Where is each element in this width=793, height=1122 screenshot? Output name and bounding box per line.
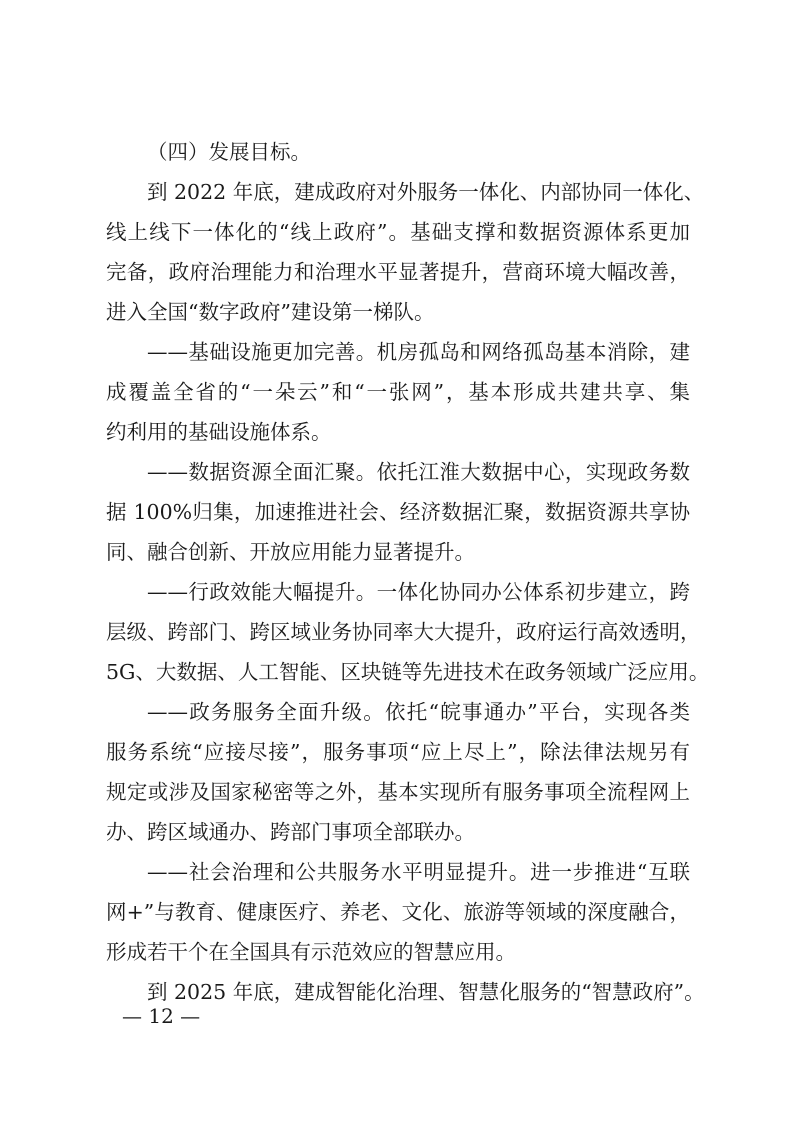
page-number: — 12 — xyxy=(122,1004,201,1028)
paragraph-social-governance xyxy=(106,852,690,972)
document-body xyxy=(106,132,710,1012)
section-heading: （四）发展目标。 xyxy=(147,140,311,164)
paragraph-line: ——数据资源全面汇聚。依托江淮大数据中心，实现政务数 xyxy=(147,460,690,484)
paragraph-line: 层级、跨部门、跨区域业务协同率大大提升，政府运行高效透明， xyxy=(106,620,701,644)
paragraph-line: 网+”与教育、健康医疗、养老、文化、旅游等领域的深度融合， xyxy=(106,900,690,924)
paragraph-data-resources xyxy=(106,452,690,572)
paragraph-government-services xyxy=(106,692,690,852)
paragraph-line: 规定或涉及国家秘密等之外，基本实现所有服务事项全流程网上 xyxy=(106,780,690,804)
paragraph-goal-2022 xyxy=(106,172,705,332)
paragraph-line: ——社会治理和公共服务水平明显提升。进一步推进“互联 xyxy=(147,860,690,884)
paragraph-line: 到 2022 年底，建成政府对外服务一体化、内部协同一体化、 xyxy=(147,180,705,204)
paragraph-line: 据 100%归集，加速推进社会、经济数据汇聚，数据资源共享协 xyxy=(106,500,690,524)
paragraph-line: 办、跨区域通办、跨部门事项全部联办。 xyxy=(106,820,475,844)
paragraph-line: 形成若干个在全国具有示范效应的智慧应用。 xyxy=(106,940,516,964)
paragraph-line: ——基础设施更加完善。机房孤岛和网络孤岛基本消除，建 xyxy=(147,340,690,364)
paragraph-administrative-efficiency xyxy=(106,572,710,692)
paragraph-line: 5G、大数据、人工智能、区块链等先进技术在政务领域广泛应用。 xyxy=(106,660,710,684)
paragraph-line: 到 2025 年底，建成智能化治理、智慧化服务的“智慧政府”。 xyxy=(147,980,705,1004)
paragraph-line: 约利用的基础设施体系。 xyxy=(106,420,332,444)
paragraph-infrastructure xyxy=(106,332,690,452)
paragraph-line: 服务系统“应接尽接”，服务事项“应上尽上”，除法律法规另有 xyxy=(106,740,690,764)
paragraph-line: 成覆盖全省的“一朵云”和“一张网”，基本形成共建共享、集 xyxy=(106,380,690,404)
paragraph-line: ——政务服务全面升级。依托“皖事通办”平台，实现各类 xyxy=(147,700,690,724)
paragraph-line: 进入全国“数字政府”建设第一梯队。 xyxy=(106,300,435,324)
paragraph-line: ——行政效能大幅提升。一体化协同办公体系初步建立，跨 xyxy=(147,580,690,604)
paragraph-line: 同、融合创新、开放应用能力显著提升。 xyxy=(106,540,475,564)
paragraph-line: 完备，政府治理能力和治理水平显著提升，营商环境大幅改善， xyxy=(106,260,690,284)
paragraph-line: 线上线下一体化的“线上政府”。基础支撑和数据资源体系更加 xyxy=(106,220,690,244)
